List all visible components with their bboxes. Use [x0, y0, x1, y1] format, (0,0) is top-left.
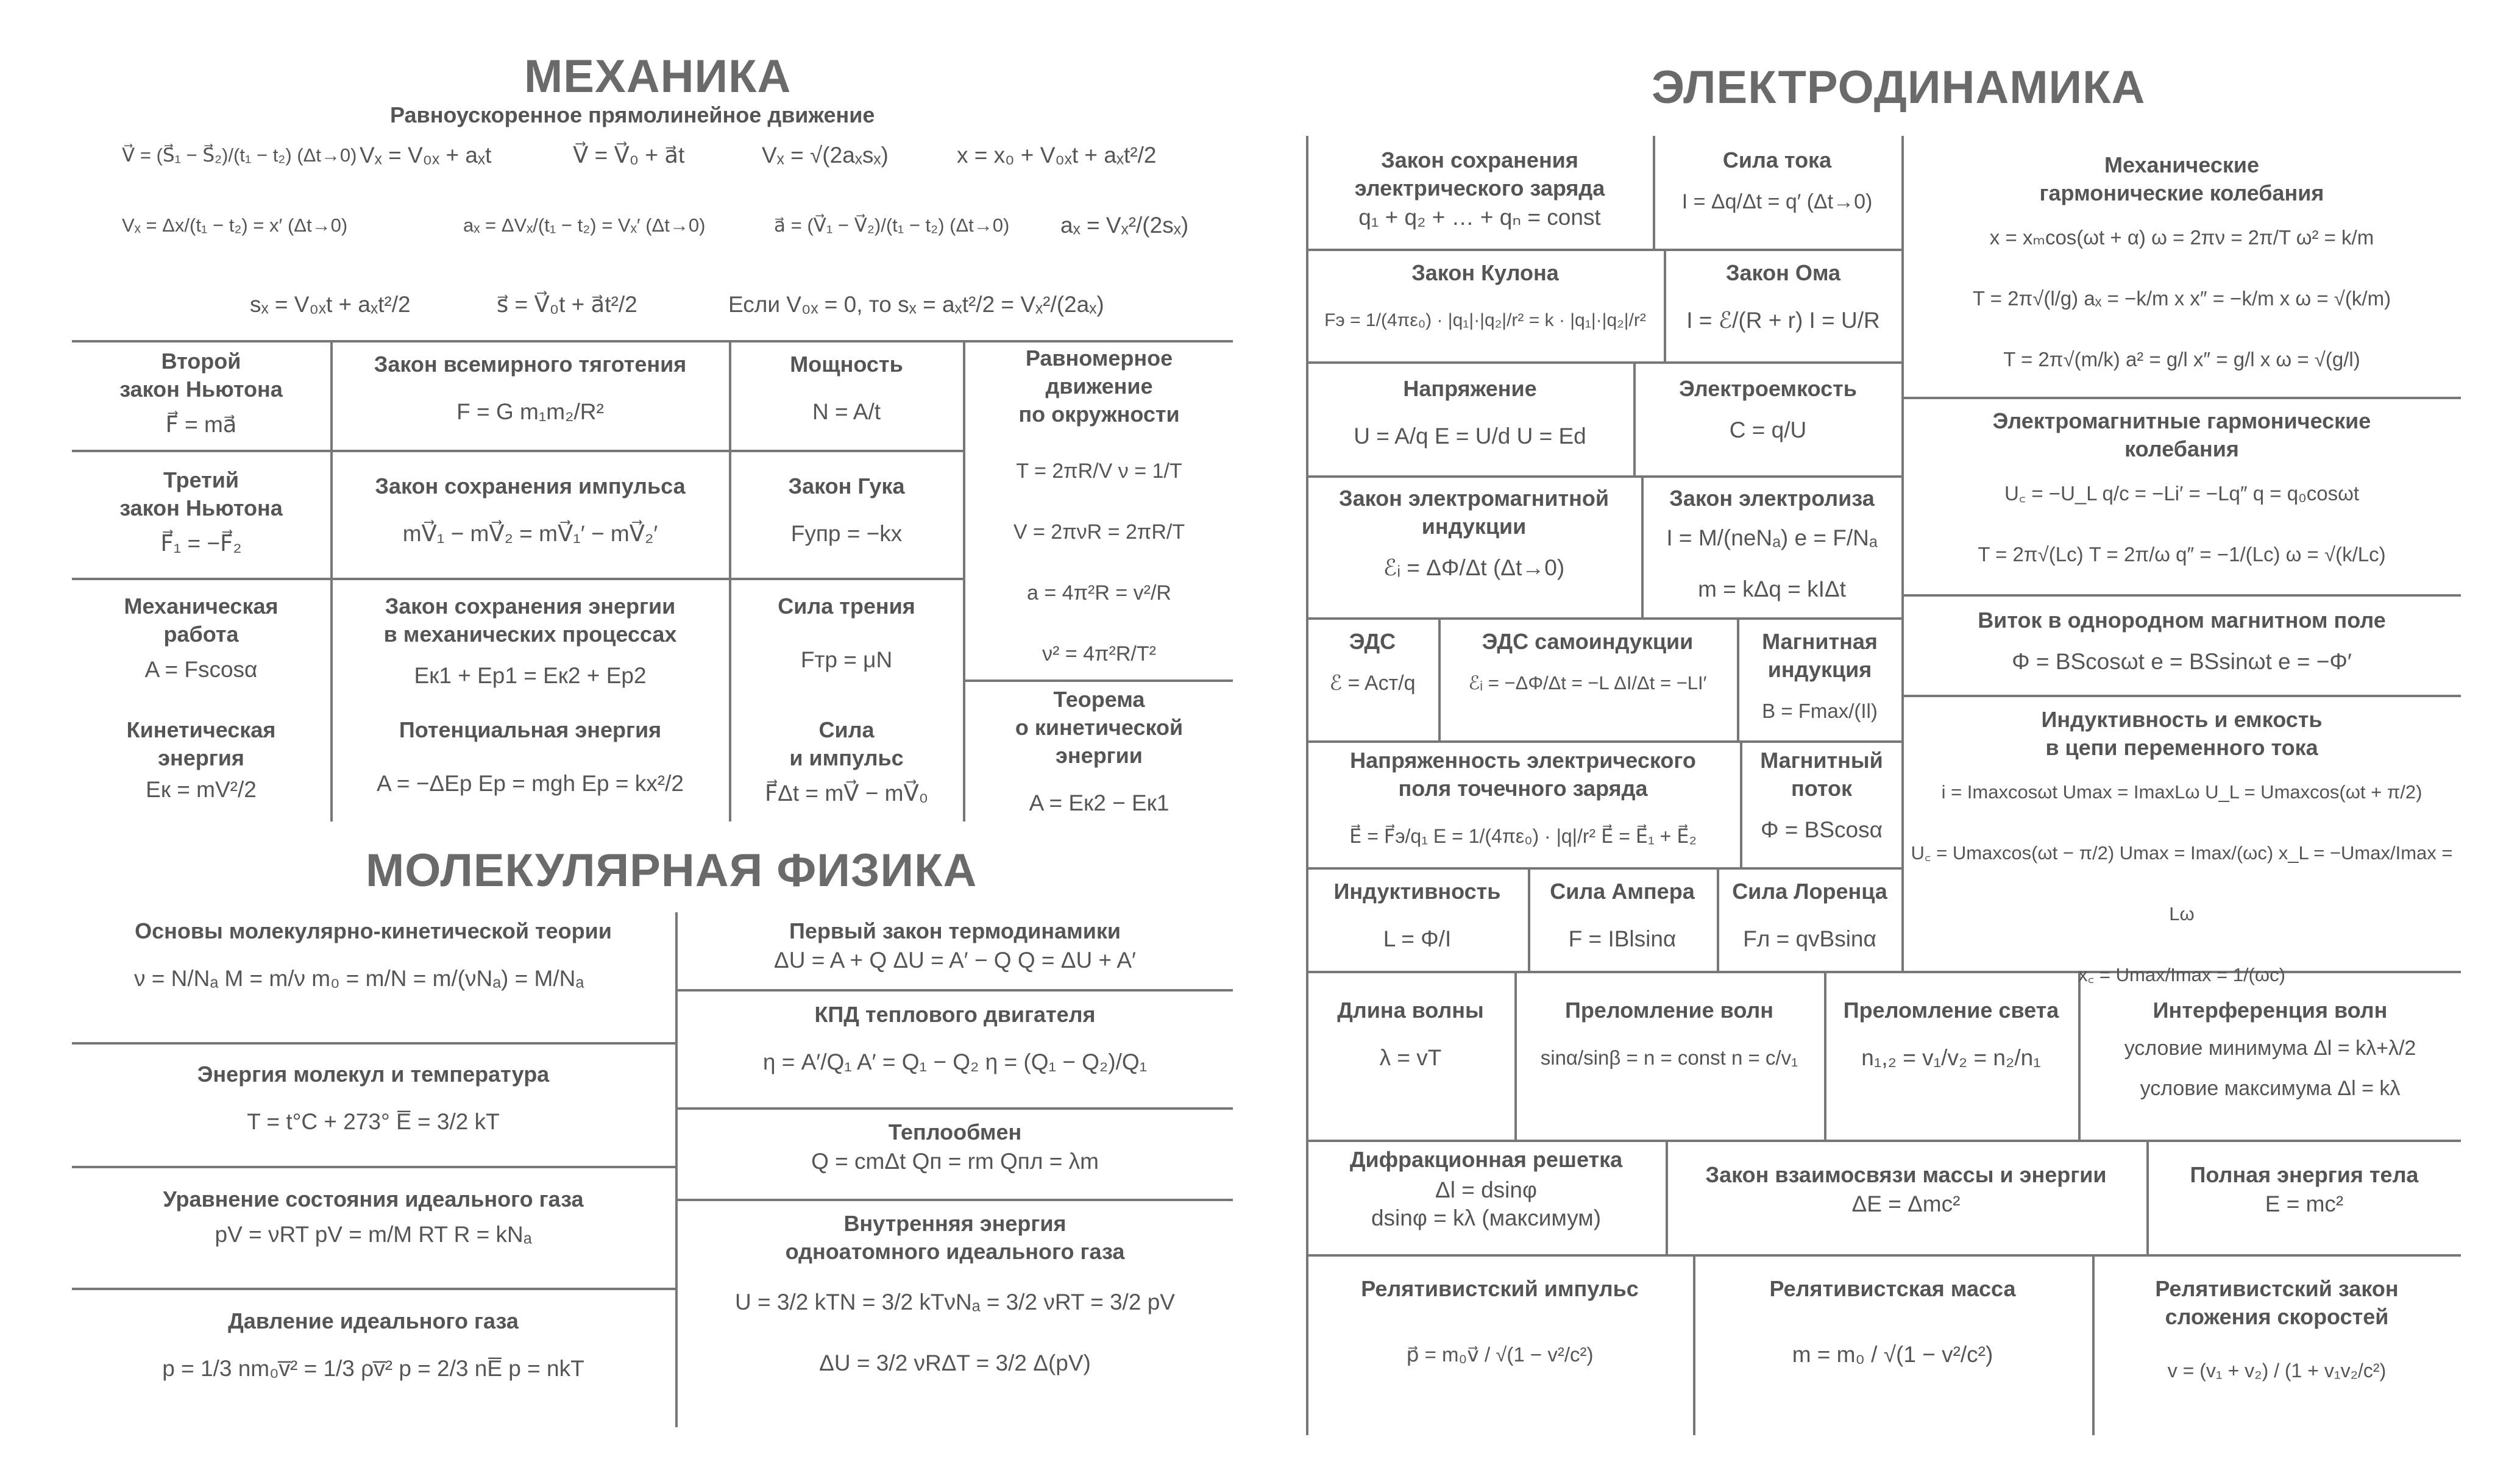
cell-formula: Δl = dsinφ dsinφ = kλ (максимум) — [1371, 1177, 1602, 1230]
em-induction-law — [1309, 484, 1639, 583]
cell-title: Закон Ома — [1725, 260, 1841, 285]
cell-title: Мощность — [790, 352, 903, 377]
kinematics-formula: aₓ = ΔVₓ/(t₁ − t₂) = Vₓ′ (Δt→0) — [463, 215, 706, 236]
cell-formula: T = t°C + 273° E̅ = 3/2 kT — [247, 1109, 500, 1134]
cell-title: Электромагнитные гармонические колебания — [1992, 408, 2371, 461]
cell-formula: Eк = mV²/2 — [146, 777, 257, 802]
cell-formula: ℰᵢ = −ΔΦ/Δt = −L ΔI/Δt = −LI′ — [1468, 672, 1707, 694]
cell-title: Закон всемирного тяготения — [374, 352, 687, 377]
cell-formula: ΔE = Δmc² — [1851, 1191, 1961, 1216]
cell-formula: n₁,₂ = v₁/v₂ = n₂/n₁ — [1861, 1045, 2041, 1070]
cell-formula: i = Imaxcosωt Umax = ImaxLω U_L = Umaxcos(ωt + π/2) U꜀ = Umaxcos(ωt − π/2) Umax = Imax/(ωc) x_L = −Umax/Imax = Lω x꜀ = Umax/Imax = 1/(ωc) — [1911, 781, 2453, 985]
cell-formula: q₁ + q₂ + … + qₙ = const — [1358, 205, 1601, 230]
cell-title: Сила тока — [1722, 147, 1832, 172]
kinetic-energy-theorem — [967, 686, 1232, 818]
cell-title: Давление идеального газа — [228, 1308, 519, 1333]
cell-formula: ν = N/Nₐ M = m/ν m₀ = m/N = m/(νNₐ) = M/Nₐ — [134, 966, 584, 991]
current — [1655, 146, 1899, 217]
kinematics-formula: sₓ = V₀ₓt + aₓt²/2 — [250, 292, 411, 317]
divider — [72, 450, 965, 452]
cell-title: Закон Гука — [788, 474, 905, 499]
cell-formula: условие минимума Δl = kλ+λ/2 условие максимума Δl = kλ — [2124, 1037, 2416, 1100]
cell-formula: v = (v₁ + v₂) / (1 + v₁v₂/c²) — [2167, 1360, 2387, 1382]
cell-title: Напряженность электрического поля точечного заряда — [1350, 748, 1696, 801]
first-law-thermodynamics — [678, 917, 1232, 976]
newton-third-law — [73, 466, 329, 559]
cell-formula: E⃗ = F⃗э/q₁ E = 1/(4πε₀) · |q|/r² E⃗ = E⃗₁ + E⃗₂ — [1349, 825, 1697, 847]
cell-title: Сила и импульс — [789, 717, 904, 770]
kinematics-formula: Если V₀ₓ = 0, то sₓ = aₓt²/2 = Vₓ²/(2aₓ) — [728, 292, 1104, 317]
cell-formula: L = Φ/I — [1383, 926, 1452, 951]
cell-formula: ΔU = A + Q ΔU = A′ − Q Q = ΔU + A′ — [774, 948, 1136, 973]
coulomb-law — [1309, 259, 1661, 336]
cell-title: Преломление волн — [1564, 998, 1774, 1023]
cell-formula: A = −ΔEр Eр = mgh Eр = kx²/2 — [377, 771, 684, 796]
point-charge-field — [1309, 747, 1737, 851]
molecular-physics-heading: МОЛЕКУЛЯРНАЯ ФИЗИКА — [366, 845, 978, 896]
cell-formula: Fэ = 1/(4πε₀) · |q₁|·|q₂|/r² = k · |q₁|·|q₂|/r² — [1324, 310, 1646, 330]
kinematics-formula: aₓ = Vₓ²/(2sₓ) — [1060, 213, 1189, 238]
cell-title: Основы молекулярно-кинетической теории — [135, 918, 612, 943]
cell-formula: N = A/t — [812, 399, 881, 424]
friction-force — [731, 592, 962, 675]
mechanical-oscillations — [1904, 151, 2459, 390]
em-oscillations — [1904, 407, 2459, 585]
gravitation-law — [333, 350, 728, 427]
cell-title: Релятивистский закон сложения скоростей — [2155, 1276, 2399, 1329]
cell-title: Закон сохранения электрического заряда — [1354, 147, 1605, 200]
kinematics-formula: x = x₀ + V₀ₓt + aₓt²/2 — [957, 143, 1157, 168]
mass-energy-relation — [1668, 1161, 2144, 1219]
cell-formula: F⃗₁ = −F⃗₂ — [160, 531, 242, 556]
cell-formula: E = mc² — [2265, 1191, 2344, 1216]
cell-title: Механические гармонические колебания — [2039, 152, 2324, 205]
electrolysis-law — [1644, 484, 1900, 615]
cell-title: Релятивистская масса — [1769, 1276, 2016, 1301]
cell-formula: λ = vT — [1379, 1045, 1442, 1070]
uniform-accel-subtitle: Равноускоренное прямолинейное движение — [390, 102, 875, 127]
divider — [1306, 1254, 2461, 1257]
power — [731, 350, 962, 427]
kinematics-formula: a⃗ = (V⃗₁ − V⃗₂)/(t₁ − t₂) (Δt→0) — [774, 215, 1010, 236]
cell-formula: x = xₘcos(ωt + α) ω = 2πν = 2π/T ω² = k/m T = 2π√(l/g) aₓ = −k/m x x″ = −k/m x ω = √(k/m) T = 2π√(m/k) a² = g/l x″ = g/l x ω = √(g/l) — [1972, 226, 2391, 371]
relativistic-velocity-addition — [2095, 1275, 2459, 1386]
circular-motion — [967, 344, 1232, 684]
cell-formula: pV = νRT pV = m/M RT R = kNₐ — [215, 1222, 532, 1247]
kinematics-formula: Vₓ = Δx/(t₁ − t₂) = x′ (Δt→0) — [122, 215, 348, 236]
cell-title: Индуктивность и емкость в цепи переменного тока — [2041, 707, 2323, 760]
newton-second-law — [73, 347, 329, 440]
cell-formula: A = Eк2 − Eк1 — [1029, 790, 1169, 815]
energy-conservation — [333, 592, 728, 691]
electrodynamics-heading: ЭЛЕКТРОДИНАМИКА — [1652, 62, 2146, 113]
cell-formula: I = ℰ/(R + r) I = U/R — [1686, 308, 1880, 333]
emf — [1309, 628, 1436, 698]
cell-formula: I = M/(neNₐ) e = F/Nₐ m = kΔq = kIΔt — [1666, 525, 1878, 601]
capacitance — [1636, 375, 1900, 445]
wavelength — [1309, 996, 1512, 1073]
cell-formula: m = m₀ / √(1 − v²/c²) — [1792, 1342, 1993, 1367]
self-induction-emf — [1441, 628, 1734, 698]
potential-energy — [333, 716, 728, 799]
divider — [1306, 617, 1903, 620]
cell-title: Закон Кулона — [1411, 260, 1559, 285]
cell-formula: Q = cmΔt Qп = rm Qпл = λm — [811, 1149, 1099, 1174]
kinetic-energy — [73, 716, 329, 805]
divider — [72, 340, 1233, 342]
cell-title: Релятивистский импульс — [1361, 1276, 1639, 1301]
cell-formula: U꜀ = −U_L q/c = −Li′ = −Lq″ q = q₀cosωt T = 2π√(Lc) T = 2π/ω q″ = −1/(Lc) ω = √(k/Lc) — [1978, 482, 2386, 566]
cell-title: ЭДС — [1349, 629, 1396, 654]
cell-title: Виток в однородном магнитном поле — [1978, 608, 2386, 633]
cell-title: Теорема о кинетической энергии — [1015, 687, 1184, 768]
divider — [72, 1288, 677, 1290]
cell-title: Сила Ампера — [1550, 879, 1695, 904]
divider — [1306, 740, 1903, 743]
divider — [1306, 475, 1903, 478]
divider — [1903, 397, 2461, 399]
divider — [677, 1199, 1233, 1201]
ideal-gas-state-equation — [73, 1185, 673, 1250]
cell-title: Полная энергия тела — [2190, 1162, 2419, 1187]
cell-title: Сила Лоренца — [1732, 879, 1887, 904]
cell-title: Магнитная индукция — [1762, 629, 1878, 682]
molecular-energy-temperature — [73, 1060, 673, 1137]
cell-formula: Φ = BScosωt e = BSsinωt e = −Φ′ — [2012, 649, 2352, 674]
cell-title: Магнитный поток — [1760, 748, 1883, 801]
cell-formula: Fтр = μN — [800, 647, 893, 672]
total-body-energy — [2149, 1161, 2460, 1219]
wave-refraction — [1517, 996, 1822, 1073]
cell-formula: Fупр = −kx — [790, 521, 903, 546]
cell-title: Длина волны — [1337, 998, 1484, 1023]
cell-formula: F⃗ = ma⃗ — [165, 412, 237, 437]
ohm-law — [1666, 259, 1900, 336]
divider — [72, 578, 965, 580]
kinematics-formula: V⃗ = (S⃗₁ − S⃗₂)/(t₁ − t₂) (Δt→0) — [122, 144, 357, 166]
divider — [72, 1042, 677, 1045]
cell-formula: η = A′/Q₁ A′ = Q₁ − Q₂ η = (Q₁ − Q₂)/Q₁ — [762, 1049, 1148, 1074]
cell-title: Индуктивность — [1333, 879, 1501, 904]
hooke-law — [731, 472, 962, 549]
mechanical-work — [73, 592, 329, 685]
voltage — [1309, 375, 1631, 452]
cell-title: Третий закон Ньютона — [119, 467, 283, 520]
momentum-conservation — [333, 472, 728, 549]
cell-title: Электроемкость — [1679, 376, 1857, 401]
cell-title: Закон сохранения импульса — [375, 474, 686, 499]
divider — [1306, 867, 1903, 870]
cell-formula: ℰᵢ = ΔΦ/Δt (Δt→0) — [1383, 555, 1565, 580]
cell-title: КПД теплового двигателя — [814, 1002, 1096, 1027]
divider — [963, 340, 965, 821]
cell-formula: B = Fmax/(Il) — [1762, 700, 1878, 722]
divider — [1306, 249, 1903, 251]
cell-formula: T = 2πR/V ν = 1/T V = 2πνR = 2πR/T a = 4π²R = v²/R ν² = 4π²R/T² — [1013, 459, 1185, 665]
inductance — [1309, 878, 1525, 954]
cell-title: Энергия молекул и температура — [197, 1062, 550, 1087]
ideal-gas-pressure — [73, 1307, 673, 1384]
cell-title: Закон взаимосвязи массы и энергии — [1705, 1162, 2107, 1187]
ampere-force — [1530, 878, 1714, 954]
cell-title: Теплообмен — [888, 1119, 1022, 1144]
cell-formula: mV⃗₁ − mV⃗₂ = mV⃗₁′ − mV⃗₂′ — [402, 521, 658, 546]
cell-title: ЭДС самоиндукции — [1482, 629, 1694, 654]
heat-engine-efficiency — [678, 1001, 1232, 1077]
loop-in-magnetic-field — [1904, 606, 2459, 677]
cell-title: Второй закон Ньютона — [119, 349, 283, 402]
cell-formula: sinα/sinβ = n = const n = c/v₁ — [1540, 1046, 1798, 1069]
divider — [1903, 594, 2461, 597]
cell-formula: F = IBlsinα — [1568, 926, 1677, 951]
relativistic-momentum — [1309, 1275, 1691, 1370]
cell-formula: ℰ = Aст/q — [1329, 672, 1416, 695]
cell-formula: Eк1 + Eр1 = Eк2 + Eр2 — [414, 663, 647, 688]
cell-formula: I = Δq/Δt = q′ (Δt→0) — [1681, 190, 1873, 213]
ideal-gas-internal-energy — [678, 1210, 1232, 1394]
cell-title: Закон сохранения энергии в механических процессах — [383, 594, 677, 647]
cell-title: Закон электромагнитной индукции — [1339, 486, 1609, 539]
cell-formula: F = G m₁m₂/R² — [456, 399, 604, 424]
cell-title: Равномерное движение по окружности — [1018, 346, 1180, 427]
cell-formula: Fл = qvBsinα — [1743, 926, 1876, 951]
divider — [1903, 695, 2461, 697]
kinematics-formula: s⃗ = V⃗₀t + a⃗t²/2 — [497, 292, 637, 317]
divider — [1306, 361, 1903, 364]
divider — [1306, 1140, 2461, 1142]
force-and-impulse — [731, 716, 962, 809]
cell-title: Потенциальная энергия — [399, 717, 662, 742]
cell-formula: Φ = BScosα — [1760, 817, 1883, 842]
relativistic-mass — [1695, 1275, 2090, 1370]
charge-conservation — [1309, 146, 1650, 233]
cell-title: Напряжение — [1403, 376, 1537, 401]
heat-exchange — [678, 1118, 1232, 1177]
cell-formula: U = A/q E = U/d U = Ed — [1354, 424, 1586, 449]
cell-title: Дифракционная решетка — [1349, 1147, 1623, 1172]
cell-title: Первый закон термодинамики — [789, 918, 1121, 943]
cell-formula: F⃗Δt = mV⃗ − mV⃗₀ — [764, 781, 929, 806]
mechanics-heading: МЕХАНИКА — [524, 51, 792, 102]
kinematics-formula: V⃗ = V⃗₀ + a⃗t — [573, 143, 685, 168]
cell-title: Преломление света — [1843, 998, 2059, 1023]
cell-title: Кинетическая энергия — [126, 717, 276, 770]
kinematics-formula: Vₓ = √(2aₓsₓ) — [762, 143, 889, 168]
divider — [1901, 136, 1904, 971]
wave-interference — [2081, 996, 2460, 1109]
cell-formula: A = Fscosα — [144, 657, 258, 682]
magnetic-flux — [1742, 747, 1901, 845]
cell-formula: p⃗ = m₀v⃗ / √(1 − v²/c²) — [1406, 1343, 1594, 1366]
divider — [72, 1166, 677, 1168]
divider — [677, 1107, 1233, 1110]
lorentz-force — [1719, 878, 1900, 954]
light-refraction — [1826, 996, 2076, 1073]
cell-title: Сила трения — [778, 594, 915, 619]
cell-title: Интерференция волн — [2153, 998, 2388, 1023]
mkt-basics — [73, 917, 673, 994]
magnetic-induction — [1739, 628, 1900, 726]
cell-title: Закон электролиза — [1669, 486, 1875, 511]
cell-title: Уравнение состояния идеального газа — [163, 1187, 584, 1212]
divider — [1306, 136, 1308, 1435]
divider — [677, 989, 1233, 992]
ac-inductance-capacitance — [1904, 706, 2459, 1006]
cell-formula: p = 1/3 nm₀v̅² = 1/3 ρv̅² p = 2/3 nE̅ p = nkT — [162, 1356, 584, 1381]
cell-formula: C = q/U — [1729, 417, 1807, 442]
cell-title: Механическая работа — [124, 594, 279, 647]
cell-title: Внутренняя энергия одноатомного идеального газа — [785, 1211, 1125, 1264]
kinematics-formula: Vₓ = V₀ₓ + aₓt — [360, 143, 492, 168]
diffraction-grating — [1309, 1146, 1663, 1232]
cell-formula: U = 3/2 kTN = 3/2 kTνNₐ = 3/2 νRT = 3/2 pV ΔU = 3/2 νRΔT = 3/2 Δ(pV) — [735, 1290, 1175, 1375]
